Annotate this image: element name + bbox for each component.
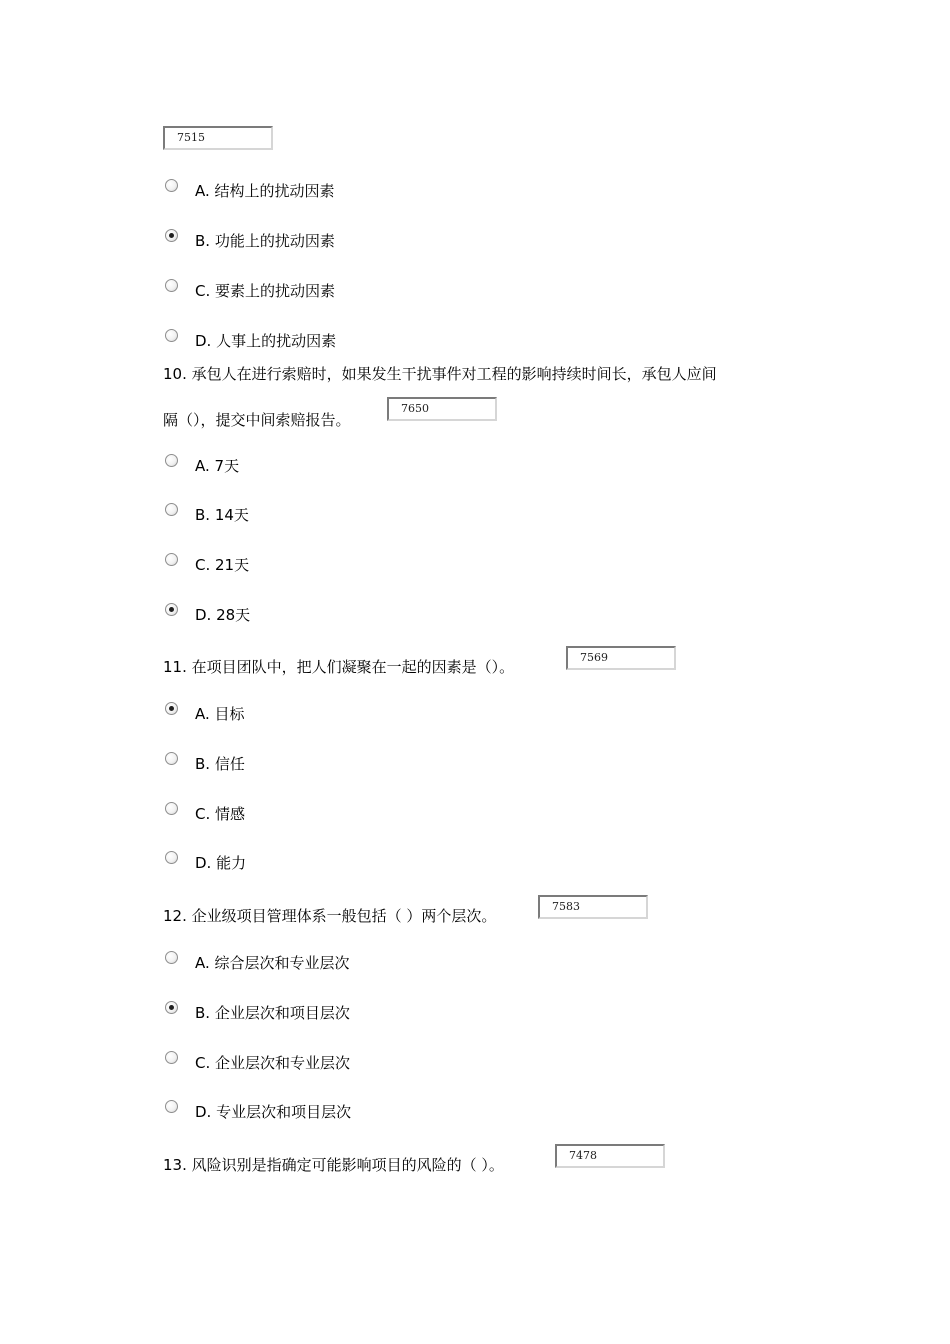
q11-score-input[interactable]: 7569 <box>566 646 676 670</box>
q9-option-b-label: B. 功能上的扰动因素 <box>195 232 335 250</box>
q9-option-c-radio[interactable] <box>165 279 178 292</box>
q11-option-c-label: C. 情感 <box>195 805 246 823</box>
q13-score-input[interactable]: 7478 <box>555 1144 665 1168</box>
q12-option-d-label: D. 专业层次和项目层次 <box>195 1103 352 1121</box>
q9-option-d-radio[interactable] <box>165 329 178 342</box>
q10-option-d-radio[interactable] <box>165 603 178 616</box>
q10-question-text-line1: 10. 承包人在进行索赔时，如果发生干扰事件对工程的影响持续时间长，承包人应间 <box>163 365 717 383</box>
q12-option-c-radio[interactable] <box>165 1051 178 1064</box>
q12-score-input[interactable]: 7583 <box>538 895 648 919</box>
q10-option-d-label: D. 28天 <box>195 606 251 624</box>
q10-option-c-label: C. 21天 <box>195 556 250 574</box>
q12-option-d-radio[interactable] <box>165 1100 178 1113</box>
q9-score-input[interactable]: 7515 <box>163 126 273 150</box>
q12-option-b-label: B. 企业层次和项目层次 <box>195 1004 350 1022</box>
q10-option-a-radio[interactable] <box>165 454 178 467</box>
q11-option-b-label: B. 信任 <box>195 755 245 773</box>
q9-option-b-radio[interactable] <box>165 229 178 242</box>
q10-option-b-radio[interactable] <box>165 503 178 516</box>
q9-option-d-label: D. 人事上的扰动因素 <box>195 332 337 350</box>
q12-question-text: 12. 企业级项目管理体系一般包括（ ）两个层次。 <box>163 907 497 925</box>
q11-question-text: 11. 在项目团队中，把人们凝聚在一起的因素是（）。 <box>163 658 515 676</box>
q9-option-c-label: C. 要素上的扰动因素 <box>195 282 336 300</box>
q11-option-b-radio[interactable] <box>165 752 178 765</box>
q10-option-a-label: A. 7天 <box>195 457 240 475</box>
q11-option-a-radio[interactable] <box>165 702 178 715</box>
q12-option-b-radio[interactable] <box>165 1001 178 1014</box>
q9-option-a-radio[interactable] <box>165 179 178 192</box>
q11-option-c-radio[interactable] <box>165 802 178 815</box>
q11-option-d-radio[interactable] <box>165 851 178 864</box>
q10-option-c-radio[interactable] <box>165 553 178 566</box>
q10-score-input[interactable]: 7650 <box>387 397 497 421</box>
q10-question-text-line2: 隔（），提交中间索赔报告。 <box>163 411 351 429</box>
q9-option-a-label: A. 结构上的扰动因素 <box>195 182 335 200</box>
q13-question-text: 13. 风险识别是指确定可能影响项目的风险的（ ）。 <box>163 1156 504 1174</box>
q12-option-a-label: A. 综合层次和专业层次 <box>195 954 350 972</box>
q12-option-c-label: C. 企业层次和专业层次 <box>195 1054 351 1072</box>
q12-option-a-radio[interactable] <box>165 951 178 964</box>
q11-option-a-label: A. 目标 <box>195 705 245 723</box>
q11-option-d-label: D. 能力 <box>195 854 247 872</box>
q10-option-b-label: B. 14天 <box>195 506 249 524</box>
